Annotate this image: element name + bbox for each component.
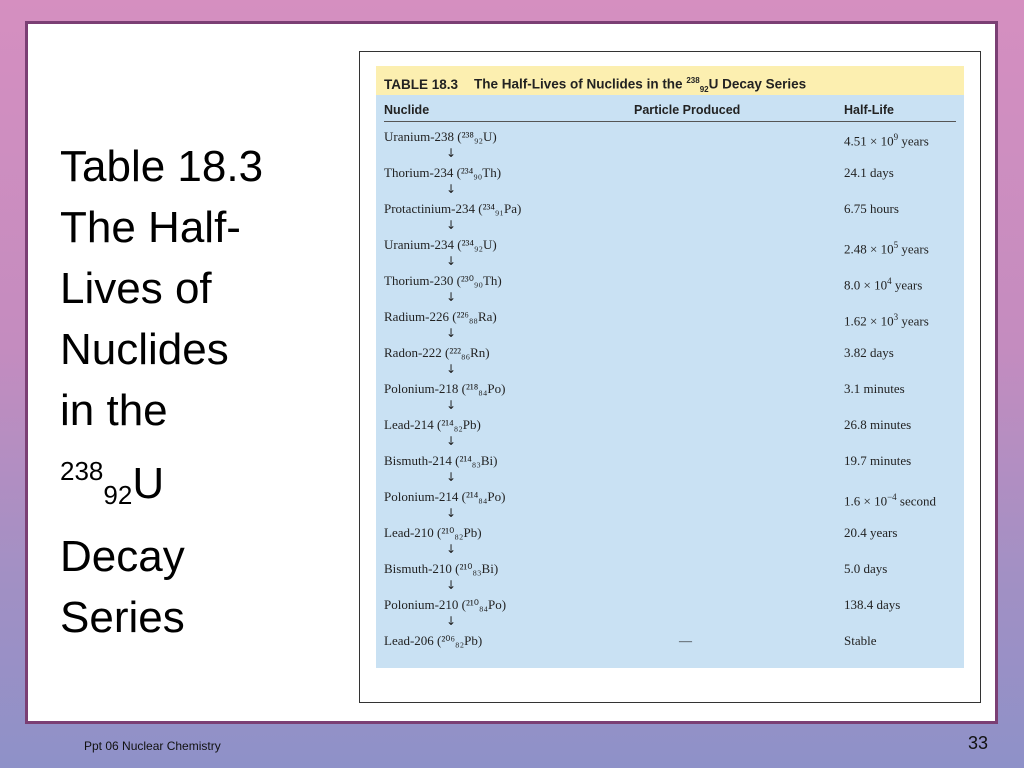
half-life-table <box>376 66 964 668</box>
title-line: Series <box>60 593 185 642</box>
table-row <box>384 560 956 578</box>
nuclide-cell: Bismuth-214 (²¹⁴₈₃Bi) <box>384 453 498 468</box>
halflife-cell <box>844 488 936 510</box>
table-row <box>384 632 956 650</box>
table-row <box>384 344 956 362</box>
decay-arrow-icon: ↓ <box>446 434 457 448</box>
decay-arrow-icon: ↓ <box>446 578 457 592</box>
title-line: Decay <box>60 532 185 581</box>
halflife-cell <box>844 272 922 294</box>
nuclide-cell: Lead-214 (²¹⁴₈₂Pb) <box>384 417 481 432</box>
decay-arrow-icon: ↓ <box>446 290 457 304</box>
slide-title <box>60 136 330 648</box>
nuclide-cell: Uranium-234 (²³⁴₉₂U) <box>384 237 497 252</box>
header-particle: Particle Produced <box>634 103 741 117</box>
table-row <box>384 236 956 257</box>
title-atomic-number: 92 <box>103 480 133 510</box>
halflife-value: 20.4 years <box>844 525 898 540</box>
halflife-cell <box>844 632 877 650</box>
caption-mass: 238 <box>686 76 700 85</box>
halflife-cell <box>844 236 929 258</box>
halflife-cell <box>844 560 887 578</box>
title-line: in the <box>60 386 168 435</box>
decay-arrow-icon: ↓ <box>446 542 457 556</box>
table-row <box>384 452 956 470</box>
halflife-value: 5.0 days <box>844 561 888 576</box>
halflife-cell <box>844 452 911 470</box>
table-row <box>384 524 956 542</box>
nuclide-cell: Polonium-210 (²¹⁰₈₄Po) <box>384 597 507 612</box>
nuclide-cell: Protactinium-234 (²³⁴₉₁Pa) <box>384 201 522 216</box>
table-row <box>384 380 956 398</box>
halflife-unit: years <box>898 133 929 149</box>
table-row <box>384 596 956 614</box>
decay-arrow-icon: ↓ <box>446 614 457 628</box>
page-number: 33 <box>967 733 988 753</box>
header-nuclide: Nuclide <box>384 103 430 117</box>
halflife-value: 138.4 days <box>844 597 901 612</box>
nuclide-cell: Thorium-234 (²³⁴₉₀Th) <box>384 165 502 180</box>
halflife-value: 3.1 minutes <box>844 381 905 396</box>
decay-arrow-icon: ↓ <box>446 470 457 484</box>
halflife-cell <box>844 128 929 150</box>
halflife-value: 19.7 minutes <box>844 453 912 468</box>
table-figure <box>359 51 981 703</box>
header-halflife: Half-Life <box>844 103 894 117</box>
halflife-cell <box>844 200 899 218</box>
halflife-value: 4.51 × 10 <box>844 133 894 149</box>
nuclide-cell: Radium-226 (²²⁶₈₈Ra) <box>384 309 497 324</box>
halflife-cell <box>844 416 911 434</box>
decay-arrow-icon: ↓ <box>446 506 457 520</box>
table-row <box>384 128 956 149</box>
halflife-unit: years <box>898 313 929 329</box>
title-line: Lives of <box>60 264 212 313</box>
table-row <box>384 200 956 218</box>
decay-arrow-icon: ↓ <box>446 182 457 196</box>
table-row <box>384 308 956 329</box>
nuclide-cell: Radon-222 (²²²₈₆Rn) <box>384 345 490 360</box>
title-line: Nuclides <box>60 325 229 374</box>
halflife-cell <box>844 344 894 362</box>
halflife-cell <box>844 524 897 542</box>
caption-text: The Half-Lives of Nuclides in the <box>474 76 683 92</box>
title-isotope <box>60 441 330 526</box>
table-row <box>384 488 956 509</box>
decay-arrow-icon: ↓ <box>446 362 457 376</box>
caption-suffix: U Decay Series <box>708 76 807 92</box>
halflife-exponent: 4 <box>887 276 892 286</box>
title-element: U <box>132 459 165 508</box>
decay-arrow-icon: ↓ <box>446 398 457 412</box>
halflife-value: 8.0 × 10 <box>844 277 888 293</box>
table-header-row <box>384 95 956 122</box>
nuclide-cell: Lead-210 (²¹⁰₈₂Pb) <box>384 525 482 540</box>
decay-arrow-icon: ↓ <box>446 218 457 232</box>
halflife-cell <box>844 308 929 330</box>
halflife-unit: years <box>898 241 929 257</box>
table-row <box>384 416 956 434</box>
halflife-exponent: −4 <box>887 492 897 502</box>
halflife-value: 26.8 minutes <box>844 417 912 432</box>
halflife-value: 3.82 days <box>844 345 894 360</box>
nuclide-cell: Bismuth-210 (²¹⁰₈₃Bi) <box>384 561 499 576</box>
table-row <box>384 272 956 293</box>
nuclide-cell: Lead-206 (²⁰⁶₈₂Pb) <box>384 633 483 648</box>
footer-title: Ppt 06 Nuclear Chemistry <box>84 739 221 753</box>
halflife-cell <box>844 380 905 398</box>
halflife-value: 1.62 × 10 <box>844 313 894 329</box>
slide-frame <box>25 21 998 724</box>
caption-number: TABLE 18.3 <box>384 76 459 92</box>
decay-arrow-icon: ↓ <box>446 326 457 340</box>
halflife-cell <box>844 596 900 614</box>
nuclide-cell: Thorium-230 (²³⁰₉₀Th) <box>384 273 502 288</box>
halflife-cell <box>844 164 894 182</box>
halflife-value: 24.1 days <box>844 165 894 180</box>
title-mass-number: 238 <box>60 456 104 486</box>
halflife-value: 2.48 × 10 <box>844 241 894 257</box>
caption-atomic: 92 <box>699 85 709 95</box>
halflife-unit: years <box>891 277 923 293</box>
halflife-value: 6.75 hours <box>844 201 899 216</box>
halflife-exponent: 3 <box>893 312 899 322</box>
table-row <box>384 164 956 182</box>
decay-arrow-icon: ↓ <box>446 146 457 160</box>
halflife-value: Stable <box>844 633 877 648</box>
particle-cell: — <box>679 633 692 648</box>
halflife-exponent: 5 <box>893 240 899 250</box>
table-caption <box>376 66 964 95</box>
nuclide-cell: Polonium-218 (²¹⁸₈₄Po) <box>384 381 506 396</box>
title-line: Table 18.3 <box>60 142 264 191</box>
halflife-unit: second <box>896 493 937 509</box>
halflife-exponent: 9 <box>893 132 899 142</box>
decay-arrow-icon: ↓ <box>446 254 457 268</box>
nuclide-cell: Polonium-214 (²¹⁴₈₄Po) <box>384 489 506 504</box>
title-line: The Half- <box>60 203 241 252</box>
halflife-value: 1.6 × 10 <box>844 493 888 509</box>
nuclide-cell: Uranium-238 (²³⁸₉₂U) <box>384 129 497 144</box>
